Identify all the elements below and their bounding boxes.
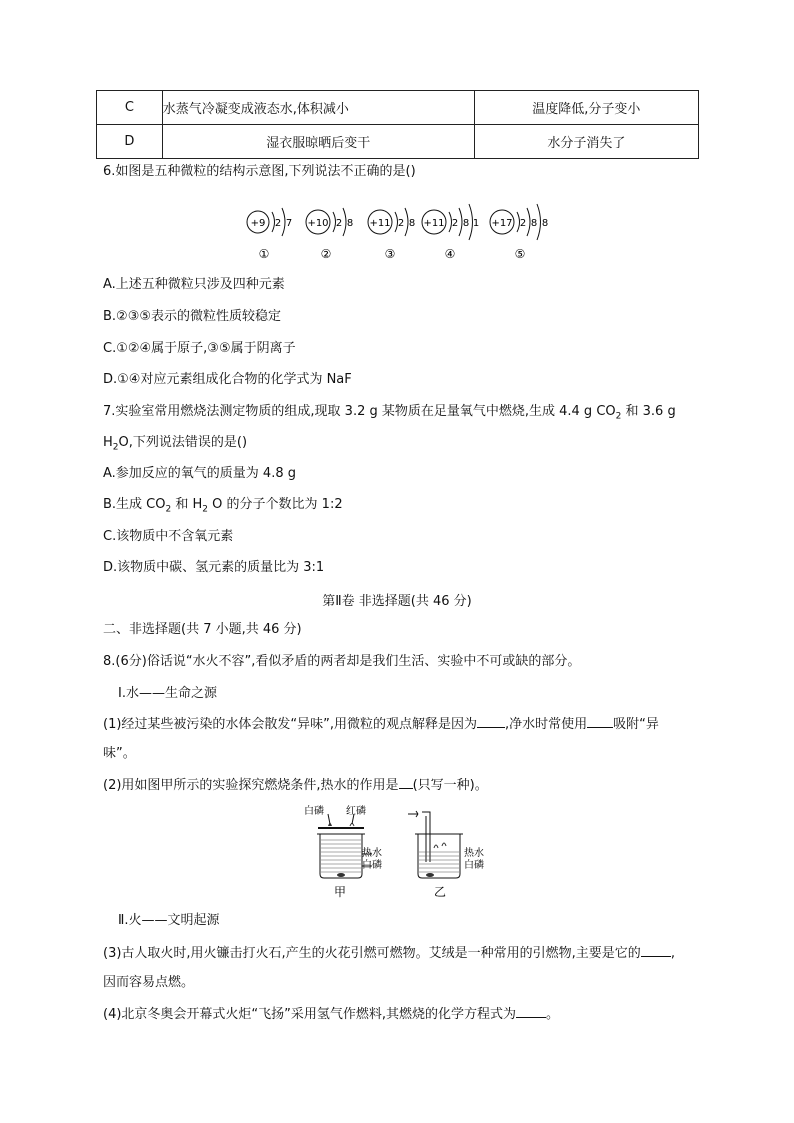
options-table xyxy=(96,90,699,159)
svg-text:白磷: 白磷 xyxy=(304,806,324,817)
beaker-jia xyxy=(304,804,382,899)
svg-text:⑤: ⑤ xyxy=(514,247,526,261)
question-8-sub1-cont: 味”。 xyxy=(103,746,136,761)
option-6b: B.②③⑤表示的微粒性质较稳定 xyxy=(103,309,282,324)
svg-text:+11: +11 xyxy=(423,218,445,229)
question-6-stem: 6.如图是五种微粒的结构示意图,下列说法不正确的是() xyxy=(103,164,416,179)
option-7a: A.参加反应的氧气的质量为 4.8 g xyxy=(103,466,296,481)
atom-diagram-2 xyxy=(306,208,353,261)
atomic-structure-diagram xyxy=(240,200,560,264)
svg-text:+10: +10 xyxy=(307,218,329,229)
svg-text:7: 7 xyxy=(285,218,293,229)
question-8-sub2: (2)用如图甲所示的实验探究燃烧条件,热水的作用是 (只写一种)。 xyxy=(103,778,488,793)
question-7-stem-line1: 7.实验室常用燃烧法测定物质的组成,现取 3.2 g 某物质在足量氧气中燃烧,生成 4.4 g $CO_2$ 和 3.6 g xyxy=(103,404,676,422)
answer-blank[interactable] xyxy=(587,715,613,728)
svg-text:③: ③ xyxy=(384,247,396,261)
atom-diagram-1 xyxy=(247,208,292,261)
question-8-sub3-cont: 因而容易点燃。 xyxy=(103,975,195,990)
table-cell-fact: 水蒸气冷凝变成液态水,体积减小 xyxy=(162,91,474,125)
svg-text:热水: 热水 xyxy=(362,848,382,859)
atom-diagram-5 xyxy=(490,204,548,261)
section-title: 第Ⅱ卷 非选择题(共 46 分) xyxy=(322,594,472,609)
answer-blank[interactable] xyxy=(516,1005,546,1018)
svg-text:8: 8 xyxy=(541,218,549,229)
part-1-heading: Ⅰ.水——生命之源 xyxy=(118,686,217,701)
table-row xyxy=(97,125,699,159)
answer-blank[interactable] xyxy=(477,715,505,728)
option-6c: C.①②④属于原子,③⑤属于阴离子 xyxy=(103,341,296,356)
svg-text:2: 2 xyxy=(519,218,527,229)
question-8-stem: 8.(6分)俗话说“水火不容”,看似矛盾的两者却是我们生活、实验中不可或缺的部分。 xyxy=(103,654,581,669)
question-8-sub4: (4)北京冬奥会开幕式火炬“飞扬”采用氢气作燃料,其燃烧的化学方程式为 。 xyxy=(103,1007,560,1022)
answer-blank[interactable] xyxy=(641,944,671,957)
svg-text:白磷: 白磷 xyxy=(464,860,484,871)
part-2-heading: Ⅱ.火——文明起源 xyxy=(118,913,220,928)
option-7c: C.该物质中不含氧元素 xyxy=(103,529,234,544)
option-7d: D.该物质中碳、氢元素的质量比为 3:1 xyxy=(103,560,325,575)
svg-text:2: 2 xyxy=(274,218,282,229)
svg-text:+17: +17 xyxy=(491,218,513,229)
atom-diagram-3 xyxy=(368,208,415,261)
svg-text:1: 1 xyxy=(472,218,480,229)
svg-text:乙: 乙 xyxy=(433,885,447,899)
question-8-sub1: (1)经过某些被污染的水体会散发“异味”,用微粒的观点解释是因为 ,净水时常使用 吸附“异 xyxy=(103,717,659,732)
svg-text:甲: 甲 xyxy=(333,885,347,899)
svg-text:8: 8 xyxy=(408,218,416,229)
question-8-sub3: (3)古人取火时,用火镰击打火石,产生的火花引燃可燃物。艾绒是一种常用的引燃物,主要是它的 , xyxy=(103,946,675,961)
section-subtitle: 二、非选择题(共 7 小题,共 46 分) xyxy=(103,622,302,637)
svg-text:2: 2 xyxy=(335,218,343,229)
svg-text:+9: +9 xyxy=(250,218,266,229)
option-6a: A.上述五种微粒只涉及四种元素 xyxy=(103,277,285,292)
svg-text:热水: 热水 xyxy=(464,848,484,859)
option-7b: B.生成 $CO_2$ 和 $H_2$ O 的分子个数比为 1:2 xyxy=(103,497,343,515)
table-cell-fact: 湿衣服晾晒后变干 xyxy=(162,125,474,159)
table-row xyxy=(97,91,699,125)
svg-text:④: ④ xyxy=(444,247,456,261)
table-cell-explanation: 水分子消失了 xyxy=(474,125,698,159)
svg-text:8: 8 xyxy=(530,218,538,229)
svg-text:8: 8 xyxy=(462,218,470,229)
svg-text:8: 8 xyxy=(346,218,354,229)
answer-blank[interactable] xyxy=(399,776,413,789)
svg-text:白磷: 白磷 xyxy=(362,860,382,871)
table-cell-explanation: 温度降低,分子变小 xyxy=(474,91,698,125)
question-7-stem-line2: $H_2O$,下列说法错误的是() xyxy=(103,435,248,453)
svg-text:①: ① xyxy=(258,247,270,261)
svg-text:+11: +11 xyxy=(369,218,391,229)
svg-text:2: 2 xyxy=(451,218,459,229)
beaker-yi xyxy=(408,811,484,899)
svg-text:2: 2 xyxy=(397,218,405,229)
option-6d: D.①④对应元素组成化合物的化学式为 NaF xyxy=(103,372,352,387)
atom-diagram-4 xyxy=(422,204,479,261)
table-cell-letter: D xyxy=(97,125,163,159)
table-cell-letter: C xyxy=(97,91,163,125)
svg-text:红磷: 红磷 xyxy=(346,806,366,817)
experiment-figure xyxy=(300,804,500,900)
svg-text:②: ② xyxy=(320,247,332,261)
